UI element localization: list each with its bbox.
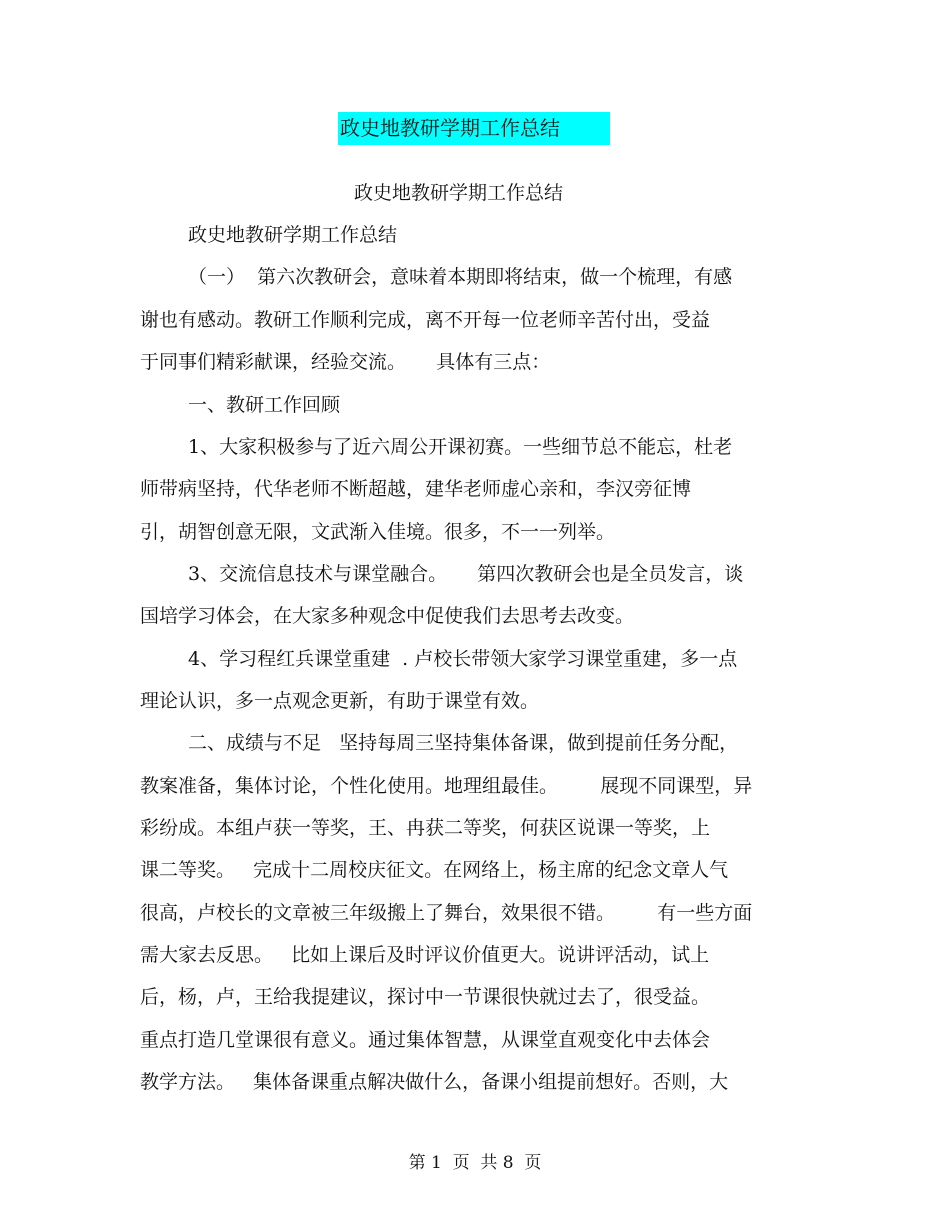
paragraph-line: 4、学习程红兵课堂重建 . 卢校长带领大家学习课堂重建，多一点 [188,648,738,670]
paragraph-line: 国培学习体会，在大家多种观念中促使我们去思考去改变。 [140,605,635,627]
paragraph-line: 二、成绩与不足 坚持每周三坚持集体备课，做到提前任务分配， [188,732,739,754]
paragraph-line: 3、交流信息技术与课堂融合。 第四次教研会也是全员发言，谈 [188,563,744,585]
document-subtitle: 政史地教研学期工作总结 [354,182,564,204]
paragraph-line: 后，杨，卢，王给我提建议，探讨中一节课很快就过去了，很受益。 [140,986,711,1008]
paragraph-line: （一） 第六次教研会，意味着本期即将结束，做一个梳理，有感 [188,266,733,288]
paragraph-line: 需大家去反思。 比如上课后及时评议价值更大。说讲评活动，试上 [140,944,710,966]
paragraph-line: 理论认识，多一点观念更新，有助于课堂有效。 [140,690,540,712]
body-heading: 政史地教研学期工作总结 [188,224,398,246]
paragraph-line: 很高，卢校长的文章被三年级搬上了舞台，效果很不错。 有一些方面 [140,902,753,924]
section-heading: 一、教研工作回顾 [188,394,341,416]
paragraph-line: 教案准备，集体讨论，个性化使用。地理组最佳。 展现不同课型，异 [140,775,753,797]
paragraph-line: 彩纷成。本组卢获一等奖，王、冉获二等奖，何获区说课一等奖，上 [140,817,711,839]
paragraph-line: 重点打造几堂课很有意义。通过集体智慧，从课堂直观变化中去体会 [140,1029,711,1051]
paragraph-line: 谢也有感动。教研工作顺利完成，离不开每一位老师辛苦付出，受益 [140,309,711,331]
page-number-footer: 第 1 页 共 8 页 [408,1153,542,1173]
paragraph-line: 教学方法。 集体备课重点解决做什么，备课小组提前想好。否则，大 [140,1071,729,1093]
paragraph-line: 课二等奖。 完成十二周校庆征文。在网络上，杨主席的纪念文章人气 [140,859,729,881]
paragraph-line: 1、大家积极参与了近六周公开课初赛。一些细节总不能忘，杜老 [188,436,733,458]
paragraph-line: 引，胡智创意无限，文武渐入佳境。很多，不一一列举。 [140,521,616,543]
highlighted-title: 政史地教研学期工作总结 [338,112,610,145]
paragraph-line: 于同事们精彩献课，经验交流。 具体有三点： [140,351,551,373]
paragraph-line: 师带病坚持，代华老师不断超越，建华老师虚心亲和，李汉旁征博 [140,478,692,500]
